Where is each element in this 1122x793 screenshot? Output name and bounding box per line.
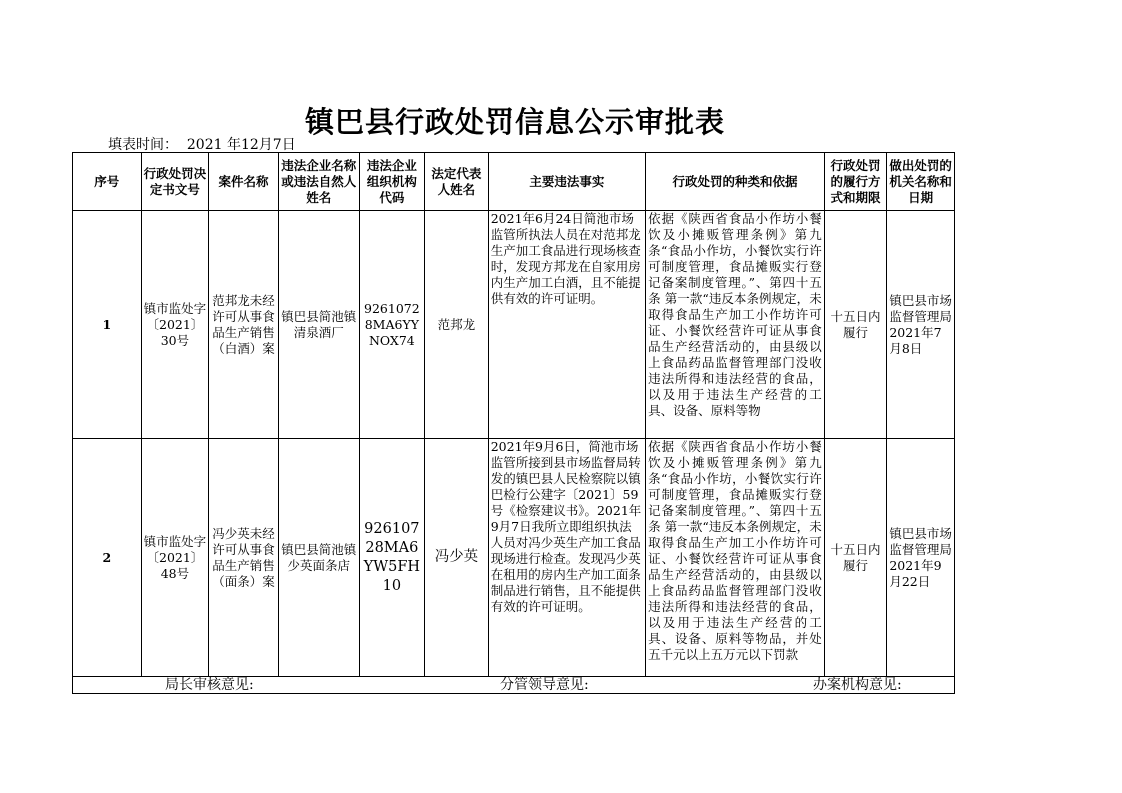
cell-authority-date: 镇巴县市场监督管理局 2021年7月8日 bbox=[887, 211, 955, 439]
cell-seq: 1 bbox=[73, 211, 142, 439]
header-party-name: 违法企业名称或违法自然人姓名 bbox=[278, 153, 359, 211]
facts-text: 2021年9月6日，简池市场监管所接到县市场监督局转发的镇巴县人民检察院以镇巴检行公建字〔2021〕59号《检察建议书》。2021年9月7日我所立即组织执法人员对冯少英生产加工食品现场进行检查。发现冯少英在租用的房内生产加工面条制品进行销售，且不能提供有效的许可证明。 bbox=[490, 439, 642, 614]
cell-facts bbox=[488, 211, 645, 439]
header-facts: 主要违法事实 bbox=[488, 153, 645, 211]
header-penalty-basis: 行政处罚的种类和依据 bbox=[646, 153, 825, 211]
page-title: 镇巴县行政处罚信息公示审批表 bbox=[304, 105, 725, 139]
header-legal-rep: 法定代表人姓名 bbox=[425, 153, 489, 211]
cell-performance: 十五日内履行 bbox=[824, 211, 887, 439]
approval-opinions bbox=[75, 677, 952, 693]
penalty-table bbox=[72, 152, 955, 694]
header-seq: 序号 bbox=[73, 153, 142, 211]
cell-seq: 2 bbox=[73, 439, 142, 677]
director-opinion-label: 局长审核意见: bbox=[165, 677, 254, 693]
table-row bbox=[73, 439, 955, 677]
cell-party-name: 镇巴县简池镇清泉酒厂 bbox=[278, 211, 359, 439]
header-org-code: 违法企业组织机构代码 bbox=[359, 153, 425, 211]
fill-date: 填表时间： 2021 年12月7日 bbox=[108, 137, 296, 153]
header-case-name: 案件名称 bbox=[209, 153, 279, 211]
cell-facts bbox=[488, 439, 645, 677]
penalty-basis-text: 依据《陕西省食品小作坊小餐饮及小摊贩管理条例》第九条“食品小作坊，小餐饮实行许可制度管理，食品摊贩实行登记备案制度管理。”、第四十五条 第一款“违反本条例规定，未取得食品生产加工小作坊许可证、小餐饮经营许可证从事食品生产经营活动的，由县级以上食品药品监督管理部门没收违法所得和违法经营的食品，以及用于违法生产经营的工具、设备、原料等物品，并处五千元以上五万元以下罚款 bbox=[648, 439, 822, 662]
facts-text: 2021年6月24日简池市场监管所执法人员在对范邦龙生产加工食品进行现场核查时，发现方邦龙在自家用房内生产加工白酒，且不能提供有效的许可证明。 bbox=[490, 211, 641, 306]
cell-authority-date: 镇巴县市场监督管理局 2021年9月22日 bbox=[887, 439, 955, 677]
header-row bbox=[73, 153, 955, 211]
cell-legal-rep: 冯少英 bbox=[425, 439, 489, 677]
leader-opinion-label: 分管领导意见: bbox=[500, 677, 589, 693]
cell-penalty-basis bbox=[646, 439, 825, 677]
approval-row bbox=[73, 677, 955, 694]
header-performance: 行政处罚的履行方式和期限 bbox=[824, 153, 887, 211]
table-row bbox=[73, 211, 955, 439]
cell-legal-rep: 范邦龙 bbox=[425, 211, 489, 439]
cell-decision-no: 镇市监处字〔2021〕30号 bbox=[141, 211, 209, 439]
cell-decision-no: 镇市监处字〔2021〕48号 bbox=[141, 439, 209, 677]
cell-org-code: 92610728MA6YYNOX74 bbox=[359, 211, 425, 439]
cell-case-name: 范邦龙未经许可从事食品生产销售（白酒）案 bbox=[209, 211, 279, 439]
approval-cell bbox=[73, 677, 955, 694]
penalty-basis-text: 依据《陕西省食品小作坊小餐饮及小摊贩管理条例》第九条“食品小作坊，小餐饮实行许可制度管理，食品摊贩实行登记备案制度管理。”、第四十五条 第一款“违反本条例规定，未取得食品生产加工小作坊许可证、小餐饮经营许可证从事食品生产经营活动的，由县级以上食品药品监督管理部门没收违法所得和违法经营的食品，以及用于违法生产经营的工具、设备、原料等物 bbox=[648, 211, 822, 418]
cell-org-code: 92610728MA6YW5FH10 bbox=[359, 439, 425, 677]
cell-penalty-basis bbox=[646, 211, 825, 439]
header-decision-no: 行政处罚决定书文号 bbox=[141, 153, 209, 211]
cell-case-name: 冯少英未经许可从事食品生产销售（面条）案 bbox=[209, 439, 279, 677]
handler-opinion-label: 办案机构意见: bbox=[813, 677, 902, 693]
cell-party-name: 镇巴县简池镇少英面条店 bbox=[278, 439, 359, 677]
header-authority-date: 做出处罚的机关名称和日期 bbox=[887, 153, 955, 211]
cell-performance: 十五日内履行 bbox=[824, 439, 887, 677]
